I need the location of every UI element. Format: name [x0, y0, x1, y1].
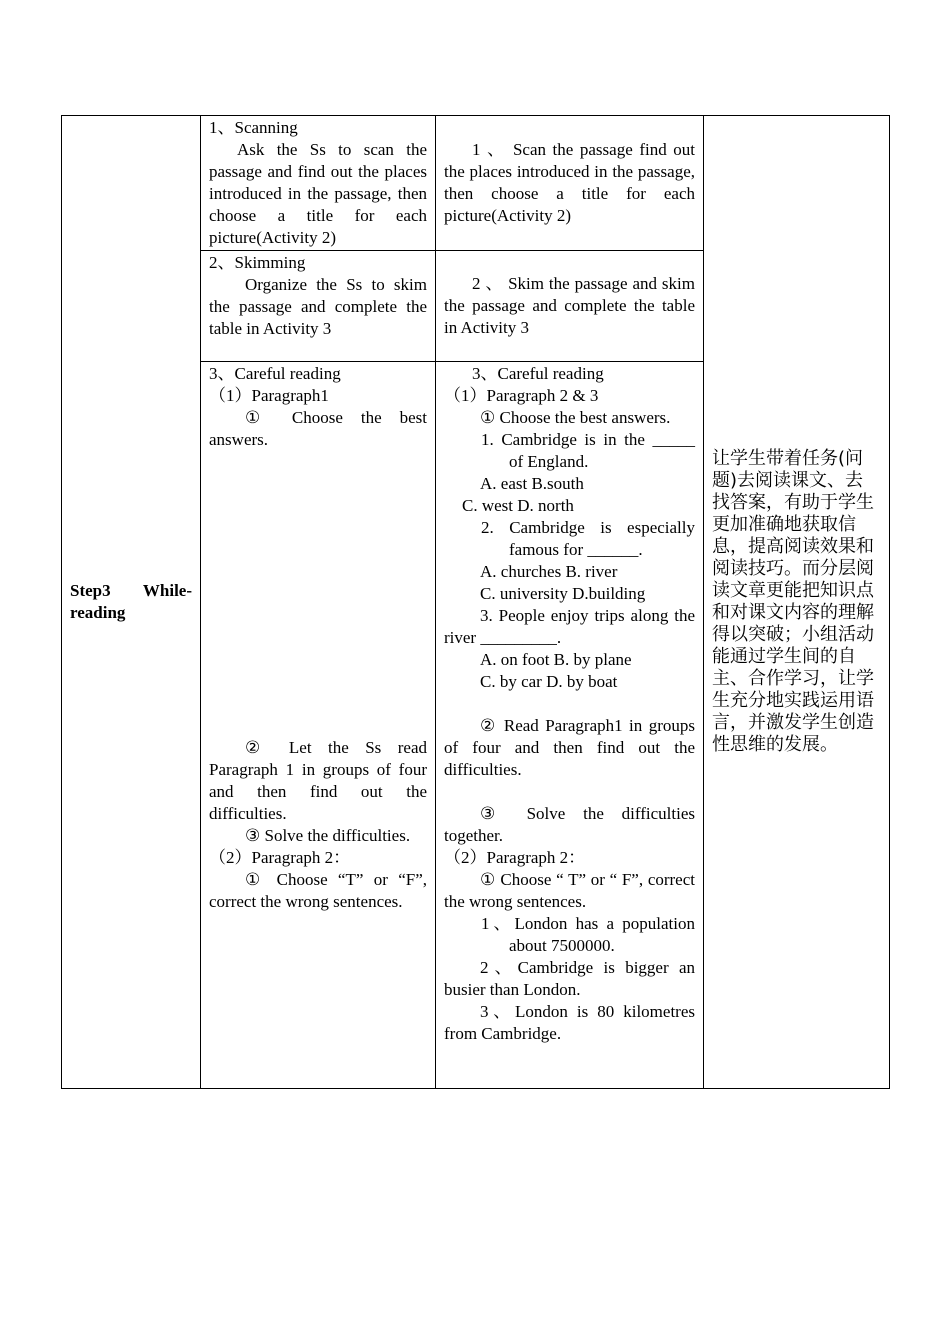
- student-skimming-text: 2 、 Skim the passage and skim the passage and complete the table in Activity 3: [444, 274, 695, 337]
- student-careful-cell: [436, 362, 704, 1089]
- lesson-plan-table: [61, 115, 890, 1089]
- question-2: 2. Cambridge is especially famous for ______.: [481, 518, 695, 559]
- purpose-cell: [704, 116, 890, 1089]
- question-3-options-a: A. on foot B. by plane: [480, 650, 632, 669]
- teacher-skimming-cell: [201, 251, 436, 362]
- question-1-options-a: A. east B.south: [480, 474, 584, 493]
- teacher-careful-heading: 3、Careful reading: [209, 364, 341, 383]
- step-label: Step3 While-reading: [70, 581, 192, 622]
- teacher-careful-cell: [201, 362, 436, 1089]
- student-careful-heading: 3、Careful reading: [472, 364, 604, 383]
- question-1-options-b: C. west D. north: [462, 496, 574, 515]
- statement-2: 2、Cambridge is bigger an busier than London.: [444, 958, 695, 999]
- student-paragraph2: （2）Paragraph 2：: [444, 848, 586, 867]
- student-scanning-text: 1 、 Scan the passage find out the places introduced in the passage, then choose a title for each picture(Activity 2): [444, 140, 695, 225]
- step-cell: [62, 116, 201, 1089]
- question-3: 3. People enjoy trips along the river _________.: [444, 606, 695, 647]
- teacher-scanning-cell: [201, 116, 436, 251]
- student-skimming-cell: [436, 251, 704, 362]
- statement-3: 3、London is 80 kilometres from Cambridge.: [444, 1002, 695, 1043]
- statement-1: 1、London has a population about 7500000.: [481, 914, 695, 955]
- question-1: 1. Cambridge is in the _____ of England.: [481, 430, 695, 471]
- teacher-skimming-text: Organize the Ss to skim the passage and complete the table in Activity 3: [209, 275, 427, 338]
- question-2-options-b: C. university D.building: [480, 584, 646, 603]
- student-item-true-false: ① Choose “ T” or “ F”, correct the wrong sentences.: [444, 870, 695, 911]
- student-item-solve: ③ Solve the difficulties together.: [444, 804, 695, 845]
- question-3-options-b: C. by car D. by boat: [480, 672, 618, 691]
- question-2-options-a: A. churches B. river: [480, 562, 618, 581]
- teacher-skimming-heading: 2、Skimming: [209, 253, 306, 272]
- teacher-paragraph1: （1）Paragraph1: [209, 386, 329, 405]
- student-item-read-groups: ② Read Paragraph1 in groups of four and then find out the difficulties.: [444, 716, 695, 779]
- student-paragraph23: （1）Paragraph 2 & 3: [444, 386, 599, 405]
- purpose-text: 让学生带着任务(问题)去阅读课文、去找答案，有助于学生更加准确地获取信息，提高阅读效果和阅读技巧。而分层阅读文章更能把知识点和对课文内容的理解得以突破；小组活动能通过学生间的自主、合作学习，让学生充分地实践运用语言，并激发学生创造性思维的发展。: [712, 448, 874, 755]
- teacher-paragraph2: （2）Paragraph 2：: [209, 848, 351, 867]
- student-item-choose: ① Choose the best answers.: [480, 408, 671, 427]
- teacher-item-choose: ① Choose the best answers.: [209, 408, 427, 449]
- row-scanning: [62, 116, 890, 251]
- student-scanning-cell: [436, 116, 704, 251]
- teacher-item-solve: ③ Solve the difficulties.: [245, 826, 411, 845]
- teacher-scanning-text: Ask the Ss to scan the passage and find out the places introduced in the passage, then choose a title for each picture(Activity 2): [209, 140, 427, 247]
- teacher-item-true-false: ① Choose “T” or “F”, correct the wrong sentences.: [209, 870, 427, 911]
- teacher-item-read-groups: ② Let the Ss read Paragraph 1 in groups of four and then find out the difficulties.: [209, 738, 427, 823]
- teacher-scanning-heading: 1、Scanning: [209, 118, 298, 137]
